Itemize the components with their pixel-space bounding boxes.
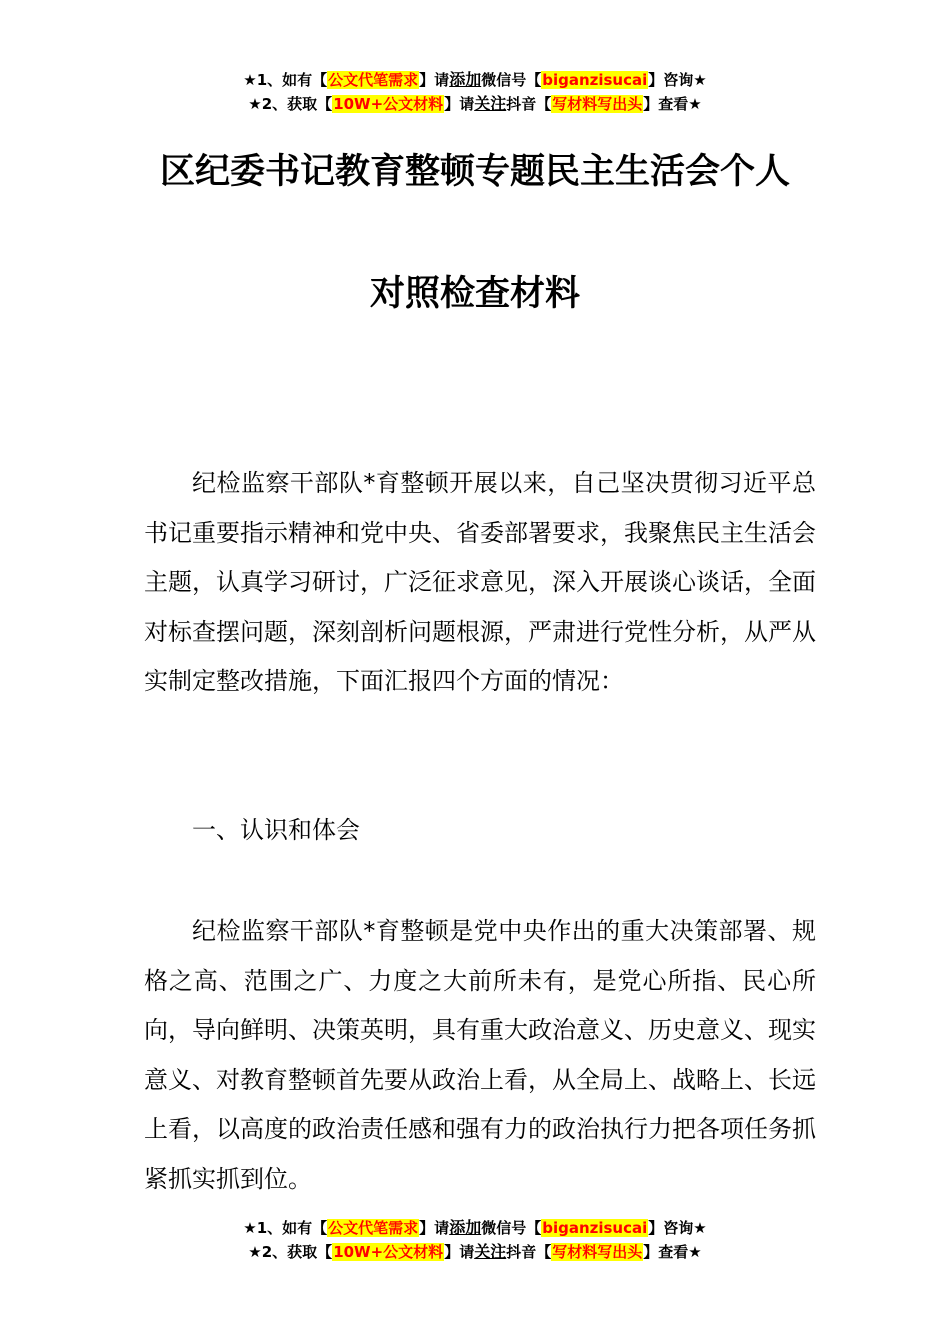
ad-text: 抖音【 [506,95,552,113]
ad-highlight-douyin-id: 写材料写出头 [552,1243,643,1261]
footer-ad-banner [0,1216,950,1264]
ad-text: ★2、获取【 [248,1243,333,1261]
ad-text: 抖音【 [506,1243,552,1261]
ad-text: 】查看★ [643,95,702,113]
ad-highlight-materials: 10W+公文材料 [333,95,444,113]
ad-line-1 [0,68,950,92]
ad-text: 】查看★ [643,1243,702,1261]
ad-underline-follow: 关注 [474,94,507,113]
ad-underline-add: 添加 [449,70,482,89]
ad-line-2 [0,92,950,116]
ad-text: 】咨询★ [648,71,707,89]
document-title-line-2: 对照检查材料 [369,274,580,314]
ad-text: 微信号【 [481,71,542,89]
ad-text: 】请 [419,1219,450,1237]
ad-text: 】请 [444,1243,475,1261]
ad-highlight-douyin-id: 写材料写出头 [552,95,643,113]
ad-highlight-service: 公文代笔需求 [328,71,419,89]
ad-highlight-wechat-id: biganzisucai [542,1219,648,1237]
ad-underline-add: 添加 [449,1218,482,1237]
ad-text: 】请 [444,95,475,113]
ad-highlight-materials: 10W+公文材料 [333,1243,444,1261]
document-title-line-1: 区纪委书记教育整顿专题民主生活会个人 [159,152,790,192]
ad-text: 】请 [419,71,450,89]
ad-highlight-wechat-id: biganzisucai [542,71,648,89]
ad-line-1 [0,1216,950,1240]
header-ad-banner [0,68,950,116]
body-paragraph-intro: 纪检监察干部队*育整顿开展以来，自己坚决贯彻习近平总书记重要指示精神和党中央、省委部署要求，我聚焦民主生活会主题，认真学习研讨，广泛征求意见，深入开展谈心谈话，全面对标查摆问题，深刻剖析问题根源，严肃进行党性分析，从严从实制定整改措施，下面汇报四个方面的情况： [144,469,816,696]
ad-text: 】咨询★ [648,1219,707,1237]
body-paragraph-section-1: 纪检监察干部队*育整顿是党中央作出的重大决策部署、规格之高、范围之广、力度之大前所未有，是党心所指、民心所向，导向鲜明、决策英明，具有重大政治意义、历史意义、现实意义、对教育整顿首先要从政治上看，从全局上、战略上、长远上看，以高度的政治责任感和强有力的政治执行力把各项任务抓紧抓实抓到位。 [144,917,816,1193]
ad-text: ★2、获取【 [248,95,333,113]
ad-text: ★1、如有【 [243,1219,328,1237]
ad-underline-follow: 关注 [474,1242,507,1261]
section-heading-1: 一、认识和体会 [192,816,360,844]
ad-line-2 [0,1240,950,1264]
ad-text: ★1、如有【 [243,71,328,89]
ad-text: 微信号【 [481,1219,542,1237]
ad-highlight-service: 公文代笔需求 [328,1219,419,1237]
